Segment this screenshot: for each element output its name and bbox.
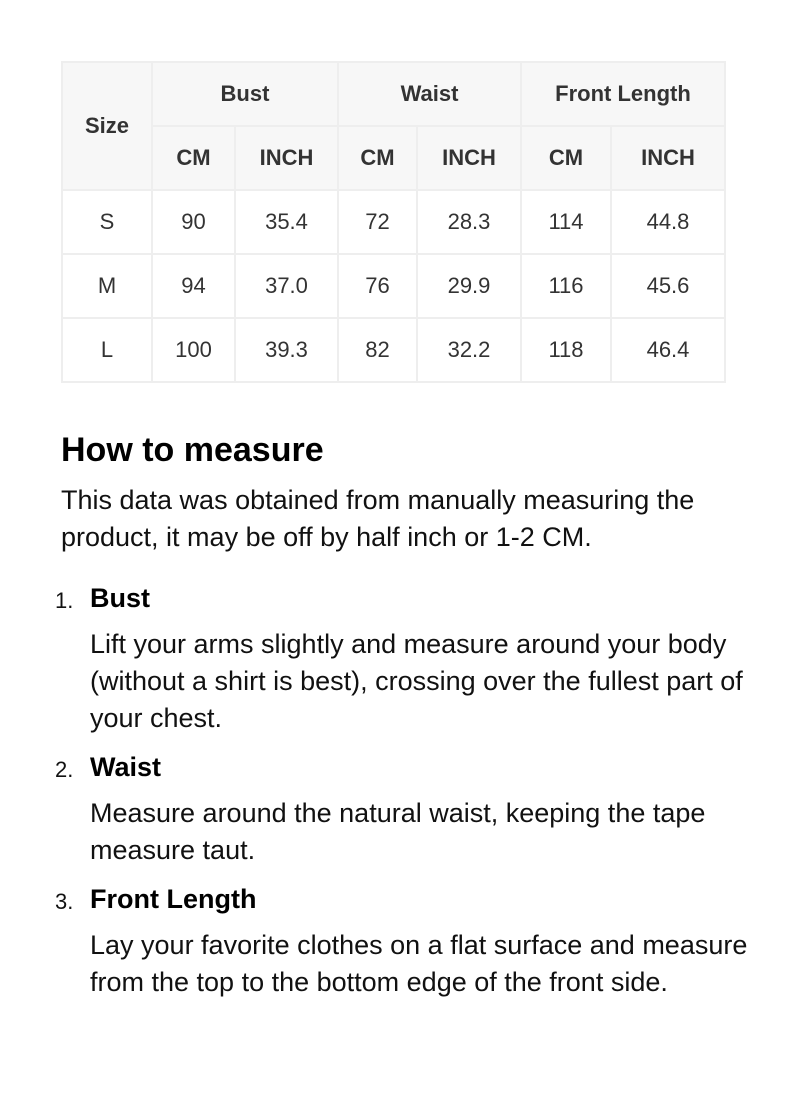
waist-header: Waist <box>338 62 521 126</box>
step-title: Waist <box>90 752 162 782</box>
front-length-header: Front Length <box>521 62 725 126</box>
list-item <box>55 580 751 737</box>
step-title: Front Length <box>90 884 257 914</box>
table-cell: 114 <box>521 190 611 254</box>
table-cell: 116 <box>521 254 611 318</box>
table-row <box>62 190 725 254</box>
table-cell: 76 <box>338 254 417 318</box>
size-cell: S <box>62 190 152 254</box>
step-number: 2. <box>55 757 74 782</box>
unit-header: INCH <box>417 126 521 190</box>
unit-header: CM <box>338 126 417 190</box>
table-unit-row <box>62 126 725 190</box>
table-cell: 82 <box>338 318 417 382</box>
size-cell: M <box>62 254 152 318</box>
table-cell: 39.3 <box>235 318 338 382</box>
table-cell: 72 <box>338 190 417 254</box>
section-title: How to measure <box>61 431 324 469</box>
table-cell: 35.4 <box>235 190 338 254</box>
list-item <box>55 881 751 1001</box>
size-header: Size <box>62 62 152 190</box>
step-title: Bust <box>90 583 150 613</box>
table-row <box>62 254 725 318</box>
table-cell: 37.0 <box>235 254 338 318</box>
unit-header: CM <box>152 126 235 190</box>
table-cell: 100 <box>152 318 235 382</box>
table-cell: 46.4 <box>611 318 725 382</box>
table-cell: 29.9 <box>417 254 521 318</box>
table-cell: 44.8 <box>611 190 725 254</box>
measure-steps-list <box>55 580 751 1001</box>
table-cell: 118 <box>521 318 611 382</box>
list-item <box>55 749 751 869</box>
step-description: Lift your arms slightly and measure around your body (without a shirt is best), crossing over the fullest part of your chest. <box>90 629 743 733</box>
table-cell: 45.6 <box>611 254 725 318</box>
unit-header: INCH <box>611 126 725 190</box>
size-chart-table <box>61 61 726 383</box>
how-to-measure-section <box>55 428 751 1013</box>
step-description: Lay your favorite clothes on a flat surface and measure from the top to the bottom edge of the front side. <box>90 930 748 997</box>
table-row <box>62 318 725 382</box>
unit-header: INCH <box>235 126 338 190</box>
size-cell: L <box>62 318 152 382</box>
table-cell: 90 <box>152 190 235 254</box>
table-cell: 28.3 <box>417 190 521 254</box>
table-cell: 94 <box>152 254 235 318</box>
step-number: 1. <box>55 588 74 613</box>
step-number: 3. <box>55 889 74 914</box>
bust-header: Bust <box>152 62 338 126</box>
table-header-row <box>62 62 725 126</box>
step-description: Measure around the natural waist, keeping the tape measure taut. <box>90 798 706 865</box>
table-cell: 32.2 <box>417 318 521 382</box>
unit-header: CM <box>521 126 611 190</box>
intro-text: This data was obtained from manually measuring the product, it may be off by half inch or 1-2 CM. <box>61 485 695 552</box>
